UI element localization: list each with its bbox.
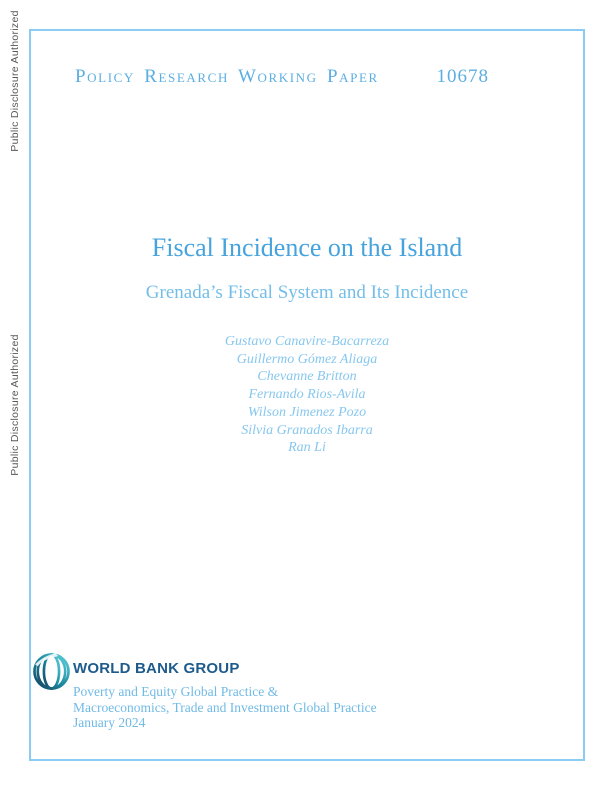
world-bank-globe-icon [31,651,72,692]
world-bank-group-wordmark: WORLD BANK GROUP [73,660,240,677]
author-name: Ran Li [288,440,326,456]
author-name: Wilson Jimenez Pozo [247,404,367,420]
authors-list [29,333,585,457]
footer-line-practice-1: Poverty and Equity Global Practice & [73,684,279,699]
series-title: Policy Research Working Paper [75,66,379,87]
author-name: Chevanne Britton [257,369,357,385]
paper-title: Fiscal Incidence on the Island [151,233,463,262]
paper-subtitle: Grenada’s Fiscal System and Its Incidence [145,282,469,303]
author-name: Silvia Granados Ibarra [241,422,373,438]
author-name: Gustavo Canavire-Bacarreza [224,334,390,349]
footer-line-date: January 2024 [73,715,146,731]
footer-line-practice-2: Macroeconomics, Trade and Investment Global Practice [73,699,377,715]
footer-practice-block [73,684,493,731]
public-disclosure-label-middle: Public Disclosure Authorized [9,334,21,476]
public-disclosure-label-top: Public Disclosure Authorized [9,10,21,152]
series-header [75,66,489,88]
author-name: Guillermo Gómez Aliaga [236,351,378,367]
author-name: Fernando Rios-Avila [248,387,366,403]
paper-number: 10678 [436,66,489,87]
